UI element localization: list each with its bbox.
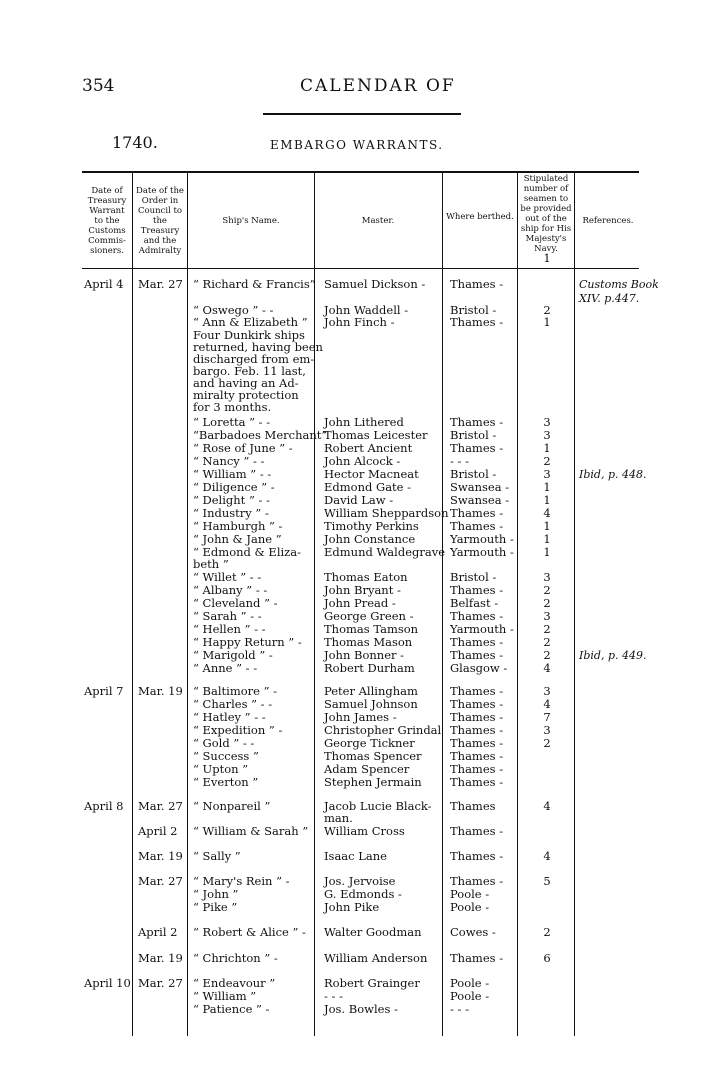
berth-cell: - - -: [450, 454, 469, 468]
ship-name-cell: “ Endeavour ”: [193, 976, 276, 990]
ship-name-cell: “ Richard & Francis”: [193, 277, 316, 291]
seamen-cell: 4: [543, 799, 551, 813]
master-cell: Robert Grainger: [324, 976, 420, 990]
ship-name-cell: “ Ann & Elizabeth ”: [193, 315, 308, 329]
seamen-cell: 3: [543, 684, 551, 698]
ship-name-cell: “ Nancy ” - -: [193, 454, 265, 468]
berth-cell: - - -: [450, 1002, 469, 1016]
master-cell: Adam Spencer: [324, 762, 410, 776]
ship-name-cell: “ John ”: [193, 887, 239, 901]
seamen-cell: 4: [543, 506, 551, 520]
ship-name-cell: “ Delight ” - -: [193, 493, 270, 507]
berth-cell: Thames -: [450, 315, 504, 329]
master-cell: Thomas Tamson: [324, 622, 419, 636]
seamen-cell: 1: [543, 441, 551, 455]
warrant-date-cell: April 4: [84, 277, 124, 291]
master-cell: Stephen Jermain: [324, 775, 422, 789]
berth-cell: Cowes -: [450, 925, 496, 939]
page-title: CALENDAR OF: [300, 76, 456, 96]
seamen-cell: 2: [543, 635, 551, 649]
berth-cell: Thames -: [450, 635, 504, 649]
berth-cell: Poole -: [450, 887, 490, 901]
ship-name-cell: “ William & Sarah ”: [193, 824, 309, 838]
ship-name-cell: and having an Ad-: [193, 376, 299, 390]
ship-name-cell: “ Chrichton ” -: [193, 951, 278, 965]
ship-name-cell: “ Albany ” - -: [193, 583, 268, 597]
ship-name-cell: “ Nonpareil ”: [193, 799, 271, 813]
ship-name-cell: “ Robert & Alice ” -: [193, 925, 306, 939]
berth-cell: Bristol -: [450, 570, 497, 584]
berth-cell: Thames -: [450, 849, 504, 863]
master-cell: Thomas Mason: [324, 635, 413, 649]
master-cell: Hector Macneat: [324, 467, 419, 481]
ship-name-cell: “ Marigold ” -: [193, 648, 273, 662]
ship-name-cell: miralty protection: [193, 388, 299, 402]
ship-name-cell: “ Willet ” - -: [193, 570, 262, 584]
master-cell: Edmond Gate -: [324, 480, 412, 494]
berth-cell: Thames -: [450, 277, 504, 291]
order-date-cell: Mar. 19: [138, 684, 183, 698]
master-cell: Christopher Grindal: [324, 723, 442, 737]
ship-name-cell: “ Upton ”: [193, 762, 249, 776]
master-cell: John Lithered: [324, 415, 404, 429]
berth-cell: Belfast -: [450, 596, 499, 610]
column-divider: [574, 171, 575, 1036]
berth-cell: Thames -: [450, 609, 504, 623]
ship-name-cell: “ William ” - -: [193, 467, 272, 481]
ship-name-cell: “ Oswego ” - -: [193, 303, 274, 317]
berth-cell: Thames: [450, 799, 496, 813]
ship-name-cell: “ Industry ” -: [193, 506, 269, 520]
berth-cell: Poole -: [450, 989, 490, 1003]
master-cell: Jos. Bowles -: [324, 1002, 398, 1016]
order-date-cell: Mar. 27: [138, 874, 183, 888]
master-cell: Thomas Spencer: [324, 749, 422, 763]
master-cell: Thomas Eaton: [324, 570, 408, 584]
ship-name-cell: “ Diligence ” -: [193, 480, 275, 494]
berth-cell: Thames -: [450, 710, 504, 724]
master-cell: G. Edmonds -: [324, 887, 402, 901]
ship-name-cell: “ William ”: [193, 989, 257, 1003]
seamen-cell: 1: [543, 519, 551, 533]
ship-name-cell: “ Mary's Rein ” -: [193, 874, 290, 888]
berth-cell: Bristol -: [450, 303, 497, 317]
warrant-date-cell: April 10: [84, 976, 131, 990]
column-header-order-date: Date of the Order in Council to the Treasury and the Admiralty: [136, 186, 184, 256]
master-cell: Samuel Dickson -: [324, 277, 426, 291]
ship-name-cell: “ Hellen ” - -: [193, 622, 266, 636]
berth-cell: Thames -: [450, 723, 504, 737]
master-cell: William Sheppardson: [324, 506, 449, 520]
ship-name-cell: “ Sarah ” - -: [193, 609, 262, 623]
ship-name-cell: “ Hamburgh ” -: [193, 519, 283, 533]
column-header-berth: Where berthed.: [446, 212, 514, 222]
berth-cell: Thames -: [450, 874, 504, 888]
master-cell: Thomas Leicester: [324, 428, 428, 442]
seamen-cell: 3: [543, 609, 551, 623]
seamen-cell: 2: [543, 596, 551, 610]
title-rule: [263, 113, 461, 115]
master-cell: Jacob Lucie Black-: [324, 799, 432, 813]
berth-cell: Thames -: [450, 951, 504, 965]
ship-name-cell: “ Sally ”: [193, 849, 241, 863]
reference-cell: Customs Book: [579, 278, 659, 291]
column-header-master: Master.: [361, 216, 395, 226]
master-cell: John Bryant -: [324, 583, 401, 597]
ship-name-cell: bargo. Feb. 11 last,: [193, 364, 306, 378]
berth-cell: Thames -: [450, 519, 504, 533]
berth-cell: Poole -: [450, 900, 490, 914]
master-cell: John Bonner -: [324, 648, 405, 662]
ship-name-cell: “ Happy Return ” -: [193, 635, 302, 649]
seamen-cell: 2: [543, 303, 551, 317]
seamen-cell: 1: [543, 251, 551, 265]
column-divider: [442, 171, 443, 1036]
seamen-cell: 3: [543, 570, 551, 584]
berth-cell: Yarmouth -: [450, 545, 514, 559]
seamen-cell: 3: [543, 723, 551, 737]
ship-name-cell: Four Dunkirk ships: [193, 328, 305, 342]
master-cell: John Alcock -: [324, 454, 401, 468]
seamen-cell: 1: [543, 480, 551, 494]
ship-name-cell: “ Baltimore ” -: [193, 684, 278, 698]
seamen-cell: 4: [543, 661, 551, 675]
master-cell: Edmund Waldegrave: [324, 545, 446, 559]
berth-cell: Poole -: [450, 976, 490, 990]
ship-name-cell: “ Loretta ” - -: [193, 415, 271, 429]
master-cell: Timothy Perkins: [324, 519, 419, 533]
ship-name-cell: “ Pike ”: [193, 900, 238, 914]
header-bottom-rule: [82, 268, 639, 269]
ship-name-cell: “ Anne ” - -: [193, 661, 258, 675]
seamen-cell: 2: [543, 925, 551, 939]
berth-cell: Thames -: [450, 441, 504, 455]
column-header-ship: Ship's Name.: [222, 216, 280, 226]
berth-cell: Thames -: [450, 762, 504, 776]
order-date-cell: Mar. 27: [138, 799, 183, 813]
seamen-cell: 2: [543, 736, 551, 750]
berth-cell: Thames -: [450, 736, 504, 750]
seamen-cell: 3: [543, 415, 551, 429]
master-cell: George Tickner: [324, 736, 415, 750]
master-cell: Jos. Jervoise: [324, 874, 396, 888]
ship-name-cell: “ Everton ”: [193, 775, 259, 789]
ship-name-cell: discharged from em-: [193, 352, 315, 366]
reference-cell: Ibid, p. 448.: [579, 468, 647, 481]
berth-cell: Thames -: [450, 775, 504, 789]
ship-name-cell: “ Charles ” - -: [193, 697, 273, 711]
berth-cell: Thames -: [450, 684, 504, 698]
ship-name-cell: “Barbadoes Merchant”: [193, 428, 328, 442]
ship-name-cell: “ Gold ” - -: [193, 736, 255, 750]
order-date-cell: Mar. 19: [138, 951, 183, 965]
ship-name-cell: beth ”: [193, 557, 229, 571]
seamen-cell: 1: [543, 532, 551, 546]
section-title: EMBARGO WARRANTS.: [270, 138, 444, 152]
master-cell: George Green -: [324, 609, 414, 623]
master-cell: man.: [324, 811, 353, 825]
master-cell: - - -: [324, 989, 343, 1003]
warrant-date-cell: April 8: [84, 799, 124, 813]
seamen-cell: 4: [543, 697, 551, 711]
master-cell: Robert Ancient: [324, 441, 413, 455]
master-cell: John James -: [324, 710, 397, 724]
column-header-warrant-date: Date of Treasury Warrant to the Customs Commis-sioners.: [87, 186, 127, 256]
ship-name-cell: “ Rose of June ” -: [193, 441, 293, 455]
order-date-cell: April 2: [138, 824, 178, 838]
berth-cell: Thames -: [450, 506, 504, 520]
ship-name-cell: “ Expedition ” -: [193, 723, 283, 737]
order-date-cell: Mar. 19: [138, 849, 183, 863]
seamen-cell: 4: [543, 849, 551, 863]
seamen-cell: 3: [543, 428, 551, 442]
berth-cell: Thames -: [450, 824, 504, 838]
seamen-cell: 5: [543, 874, 551, 888]
ship-name-cell: “ Patience ” -: [193, 1002, 270, 1016]
master-cell: Isaac Lane: [324, 849, 387, 863]
seamen-cell: 6: [543, 951, 551, 965]
page-number: 354: [82, 76, 115, 96]
ship-name-cell: “ Cleveland ” -: [193, 596, 278, 610]
berth-cell: Thames -: [450, 648, 504, 662]
seamen-cell: 2: [543, 454, 551, 468]
master-cell: Walter Goodman: [324, 925, 422, 939]
ship-name-cell: “ Edmond & Eliza-: [193, 545, 301, 559]
berth-cell: Thames -: [450, 583, 504, 597]
ship-name-cell: “ Success ”: [193, 749, 259, 763]
ship-name-cell: “ Hatley ” - -: [193, 710, 266, 724]
berth-cell: Yarmouth -: [450, 622, 514, 636]
order-date-cell: Mar. 27: [138, 277, 183, 291]
year-heading: 1740.: [112, 133, 158, 152]
seamen-cell: 2: [543, 648, 551, 662]
berth-cell: Thames -: [450, 749, 504, 763]
seamen-cell: 1: [543, 493, 551, 507]
master-cell: John Waddell -: [324, 303, 409, 317]
berth-cell: Swansea -: [450, 493, 510, 507]
ship-name-cell: “ John & Jane ”: [193, 532, 282, 546]
reference-cell: XIV. p.447.: [579, 292, 640, 305]
master-cell: Samuel Johnson: [324, 697, 418, 711]
table-top-rule: [82, 171, 639, 173]
berth-cell: Yarmouth -: [450, 532, 514, 546]
master-cell: William Cross: [324, 824, 405, 838]
column-header-seamen: Stipulated number of seamen to be provided out of the ship for His Majesty's Navy.: [520, 174, 572, 254]
berth-cell: Swansea -: [450, 480, 510, 494]
seamen-cell: 2: [543, 622, 551, 636]
master-cell: John Pike: [324, 900, 380, 914]
master-cell: John Pread -: [324, 596, 396, 610]
order-date-cell: April 2: [138, 925, 178, 939]
order-date-cell: Mar. 27: [138, 976, 183, 990]
column-divider: [517, 171, 518, 1036]
column-divider: [314, 171, 315, 1036]
berth-cell: Bristol -: [450, 467, 497, 481]
seamen-cell: 7: [543, 710, 551, 724]
master-cell: Robert Durham: [324, 661, 415, 675]
seamen-cell: 1: [543, 315, 551, 329]
column-header-references: References.: [582, 216, 634, 226]
master-cell: David Law -: [324, 493, 394, 507]
ship-name-cell: returned, having been: [193, 340, 323, 354]
warrant-date-cell: April 7: [84, 684, 124, 698]
column-divider: [132, 171, 133, 1036]
berth-cell: Glasgow -: [450, 661, 508, 675]
berth-cell: Thames -: [450, 697, 504, 711]
master-cell: John Finch -: [324, 315, 395, 329]
ship-name-cell: for 3 months.: [193, 400, 272, 414]
column-divider: [187, 171, 188, 1036]
seamen-cell: 2: [543, 583, 551, 597]
seamen-cell: 3: [543, 467, 551, 481]
master-cell: Peter Allingham: [324, 684, 418, 698]
berth-cell: Thames -: [450, 415, 504, 429]
berth-cell: Bristol -: [450, 428, 497, 442]
master-cell: John Constance: [324, 532, 416, 546]
seamen-cell: 1: [543, 545, 551, 559]
reference-cell: Ibid, p. 449.: [579, 649, 647, 662]
master-cell: William Anderson: [324, 951, 428, 965]
